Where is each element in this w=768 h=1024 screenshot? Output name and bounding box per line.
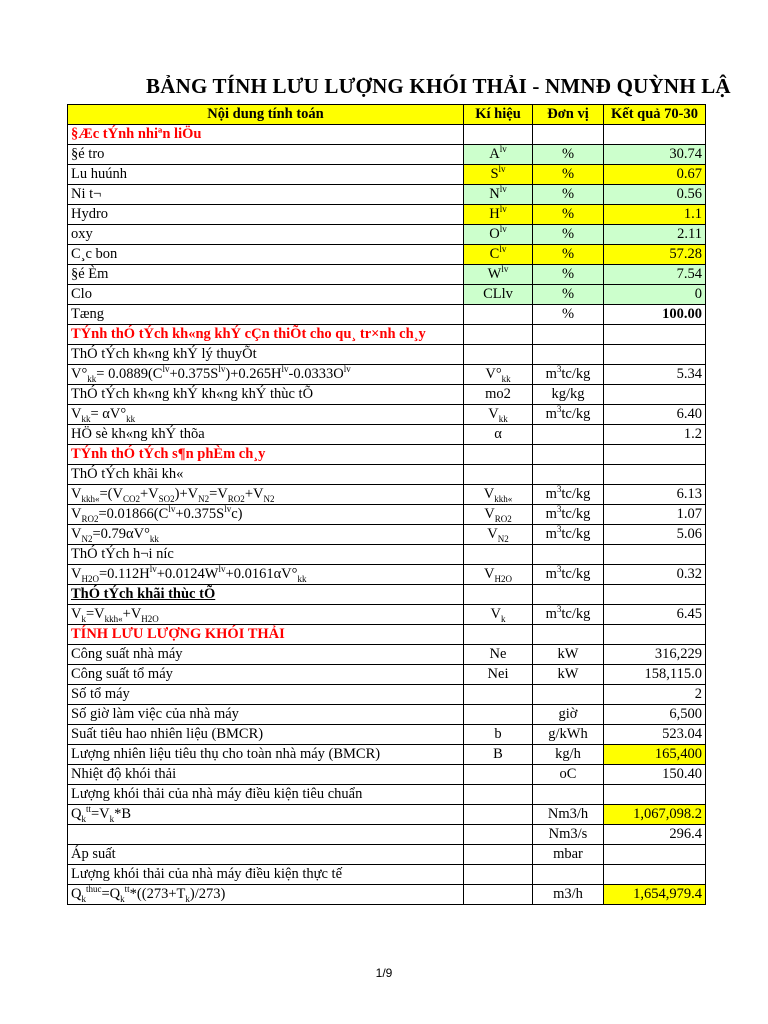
row-label: C¸c bon xyxy=(68,245,464,265)
row-symbol: B xyxy=(464,745,533,765)
table-row xyxy=(68,705,706,725)
row-value: 296.4 xyxy=(604,825,706,845)
row-unit: $m^3tc/kg$ xyxy=(533,505,604,525)
row-formula: $V_{H2O}=0.112H^{lv}+0.0124W^{lv}+0.0161\alpha V^\circ_{kk}$ xyxy=(68,565,464,585)
row-formula: $V_k=V_{kkh«}+V_{H2O}$ xyxy=(68,605,464,625)
header-result: Kết quả 70-30 xyxy=(604,105,706,125)
table-row xyxy=(68,645,706,665)
row-unit: $m^3tc/kg$ xyxy=(533,605,604,625)
row-label: Lu huúnh xyxy=(68,165,464,185)
row-label: Số tổ máy xyxy=(68,685,464,705)
row-symbol: Nei xyxy=(464,665,533,685)
table-row xyxy=(68,725,706,745)
row-symbol: $V_{N2}$ xyxy=(464,525,533,545)
row-unit: % xyxy=(533,265,604,285)
row-value: 6.40 xyxy=(604,405,706,425)
row-value: 316,229 xyxy=(604,645,706,665)
row-unit: $m^3tc/kg$ xyxy=(533,405,604,425)
row-formula: $V_{kk}= \alpha V^\circ_{kk}$ xyxy=(68,405,464,425)
row-unit: kW xyxy=(533,645,604,665)
row-symbol: $V_{kkh«}$ xyxy=(464,485,533,505)
table-row xyxy=(68,545,706,565)
table-row xyxy=(68,585,706,605)
row-label: §é Èm xyxy=(68,265,464,285)
table-row xyxy=(68,465,706,485)
header-unit: Đơn vị xyxy=(533,105,604,125)
table-row xyxy=(68,505,706,525)
row-unit: % xyxy=(533,165,604,185)
row-value: 2.11 xyxy=(604,225,706,245)
row-label: ThÓ tÝch h¬i níc xyxy=(68,545,464,565)
table-row xyxy=(68,385,706,405)
row-symbol: $A^{lv}$ xyxy=(464,145,533,165)
row-unit: % xyxy=(533,285,604,305)
row-value: 523.04 xyxy=(604,725,706,745)
row-value: 0 xyxy=(604,285,706,305)
table-row xyxy=(68,485,706,505)
row-symbol: $V_{kk}$ xyxy=(464,405,533,425)
row-formula: $V_{kkh«}=(V_{CO2}+V_{SO2})+V_{N2}=V_{RO2}+V_{N2}$ xyxy=(68,485,464,505)
table-row xyxy=(68,665,706,685)
row-symbol: $V_{H2O}$ xyxy=(464,565,533,585)
row-unit: % xyxy=(533,185,604,205)
row-label: Ni t¬ xyxy=(68,185,464,205)
row-unit: $m^3tc/kg$ xyxy=(533,485,604,505)
table-row xyxy=(68,265,706,285)
row-symbol: CLlv xyxy=(464,285,533,305)
section-air-volume: TÝnh thÓ tÝch kh«ng khÝ cÇn thiÕt cho qu¸ tr×nh ch¸y xyxy=(68,325,464,345)
row-value: 158,115.0 xyxy=(604,665,706,685)
calculation-table xyxy=(67,104,706,905)
row-label: ThÓ tÝch kh«ng khÝ kh«ng khÝ thùc tÕ xyxy=(68,385,464,405)
table-row xyxy=(68,865,706,885)
row-value: 1,654,979.4 xyxy=(604,885,706,905)
row-symbol: $W^{lv}$ xyxy=(464,265,533,285)
table-row xyxy=(68,425,706,445)
row-unit: kg/h xyxy=(533,745,604,765)
row-symbol: b xyxy=(464,725,533,745)
table-row xyxy=(68,685,706,705)
table-row xyxy=(68,445,706,465)
row-unit: giờ xyxy=(533,705,604,725)
row-symbol: $V_k$ xyxy=(464,605,533,625)
row-label: Lượng nhiên liệu tiêu thụ cho toàn nhà máy (BMCR) xyxy=(68,745,464,765)
row-symbol: $S^{lv}$ xyxy=(464,165,533,185)
row-unit: Nm3/h xyxy=(533,805,604,825)
table-row xyxy=(68,165,706,185)
table-row xyxy=(68,245,706,265)
table-row xyxy=(68,625,706,645)
section-fuel-properties: §Æc tÝnh nhiªn liÖu xyxy=(68,125,464,145)
row-value: 1.1 xyxy=(604,205,706,225)
row-unit: mbar xyxy=(533,845,604,865)
row-unit: m3/h xyxy=(533,885,604,905)
row-value: 7.54 xyxy=(604,265,706,285)
row-value: 5.06 xyxy=(604,525,706,545)
table-row xyxy=(68,825,706,845)
row-symbol: $O^{lv}$ xyxy=(464,225,533,245)
table-header-row xyxy=(68,105,706,125)
row-label: Lượng khói thải của nhà máy điều kiện tiêu chuẩn xyxy=(68,785,464,805)
row-unit: kW xyxy=(533,665,604,685)
header-content: Nội dung tính toán xyxy=(68,105,464,125)
row-unit: $m^3tc/kg$ xyxy=(533,365,604,385)
row-label: HÖ sè kh«ng khÝ thõa xyxy=(68,425,464,445)
table-row xyxy=(68,185,706,205)
row-formula: $V_{N2}=0.79\alpha V^\circ_{kk}$ xyxy=(68,525,464,545)
table-row xyxy=(68,365,706,385)
row-symbol: α xyxy=(464,425,533,445)
row-symbol: Ne xyxy=(464,645,533,665)
row-unit: Nm3/s xyxy=(533,825,604,845)
table-row xyxy=(68,605,706,625)
table-row xyxy=(68,805,706,825)
row-value: 0.67 xyxy=(604,165,706,185)
row-label: ThÓ tÝch khãi thùc tÕ xyxy=(68,585,464,605)
row-label: Số giờ làm việc của nhà máy xyxy=(68,705,464,725)
table-row xyxy=(68,525,706,545)
row-label: Suất tiêu hao nhiên liệu (BMCR) xyxy=(68,725,464,745)
section-combustion-products: TÝnh thÓ tÝch s¶n phÈm ch¸y xyxy=(68,445,464,465)
row-value: 150.40 xyxy=(604,765,706,785)
section-flue-gas-flow: TÍNH LƯU LƯỢNG KHÓI THẢI xyxy=(68,625,464,645)
table-row xyxy=(68,205,706,225)
row-unit: % xyxy=(533,245,604,265)
row-value: 1.07 xyxy=(604,505,706,525)
row-unit: g/kWh xyxy=(533,725,604,745)
row-symbol: mo2 xyxy=(464,385,533,405)
row-unit: % xyxy=(533,205,604,225)
row-symbol: $V_{RO2}$ xyxy=(464,505,533,525)
row-label: Tæng xyxy=(68,305,464,325)
row-value: 165,400 xyxy=(604,745,706,765)
row-label: ThÓ tÝch kh«ng khÝ lý thuyÕt xyxy=(68,345,464,365)
table-row xyxy=(68,285,706,305)
table-row xyxy=(68,565,706,585)
row-symbol: $H^{lv}$ xyxy=(464,205,533,225)
header-symbol: Kí hiệu xyxy=(464,105,533,125)
table-row xyxy=(68,745,706,765)
table-row xyxy=(68,845,706,865)
table-row xyxy=(68,405,706,425)
row-value: 1.2 xyxy=(604,425,706,445)
row-value: 30.74 xyxy=(604,145,706,165)
row-unit: % xyxy=(533,225,604,245)
row-symbol: $C^{lv}$ xyxy=(464,245,533,265)
page-title: BẢNG TÍNH LƯU LƯỢNG KHÓI THẢI - NMNĐ QUỲNH LẬ xyxy=(146,74,731,98)
row-unit: $m^3tc/kg$ xyxy=(533,525,604,545)
table-row xyxy=(68,885,706,905)
row-symbol: $V^\circ_{kk}$ xyxy=(464,365,533,385)
row-label: Nhiệt độ khói thải xyxy=(68,765,464,785)
row-value: 1,067,098.2 xyxy=(604,805,706,825)
table-row xyxy=(68,345,706,365)
row-value: 100.00 xyxy=(604,305,706,325)
table-row xyxy=(68,225,706,245)
row-value: 6,500 xyxy=(604,705,706,725)
row-unit: % xyxy=(533,145,604,165)
row-value: 57.28 xyxy=(604,245,706,265)
row-symbol: $N^{lv}$ xyxy=(464,185,533,205)
table-row xyxy=(68,325,706,345)
row-formula: $V_{RO2}=0.01866(C^{lv}+0.375S^{lv}c)$ xyxy=(68,505,464,525)
row-label: Công suất nhà máy xyxy=(68,645,464,665)
row-label: Lượng khói thải của nhà máy điều kiện thực tế xyxy=(68,865,464,885)
table-row xyxy=(68,785,706,805)
row-unit: $m^3tc/kg$ xyxy=(533,565,604,585)
row-unit: % xyxy=(533,305,604,325)
row-label: oxy xyxy=(68,225,464,245)
row-formula: $Q_k^{tt}=V_k*B$ xyxy=(68,805,464,825)
table-row xyxy=(68,305,706,325)
row-unit: kg/kg xyxy=(533,385,604,405)
row-label: Clo xyxy=(68,285,464,305)
row-label: Áp suất xyxy=(68,845,464,865)
row-value: 2 xyxy=(604,685,706,705)
row-label: Công suất tổ máy xyxy=(68,665,464,685)
row-formula: $V^\circ_{kk}= 0.0889(C^{lv}+0.375S^{lv})+0.265H^{lv}-0.0333O^{lv}$ xyxy=(68,365,464,385)
row-value: 6.13 xyxy=(604,485,706,505)
row-label: §é tro xyxy=(68,145,464,165)
row-label: Hydro xyxy=(68,205,464,225)
row-unit: oC xyxy=(533,765,604,785)
row-value: 6.45 xyxy=(604,605,706,625)
row-formula: $Q_k^{thuc}=Q_k^{tt}*((273+T_k)/273)$ xyxy=(68,885,464,905)
table-row xyxy=(68,125,706,145)
row-value: 0.56 xyxy=(604,185,706,205)
table-row xyxy=(68,765,706,785)
row-label: ThÓ tÝch khãi kh« xyxy=(68,465,464,485)
page-number: 1/9 xyxy=(375,966,393,980)
row-value: 5.34 xyxy=(604,365,706,385)
row-value: 0.32 xyxy=(604,565,706,585)
table-row xyxy=(68,145,706,165)
